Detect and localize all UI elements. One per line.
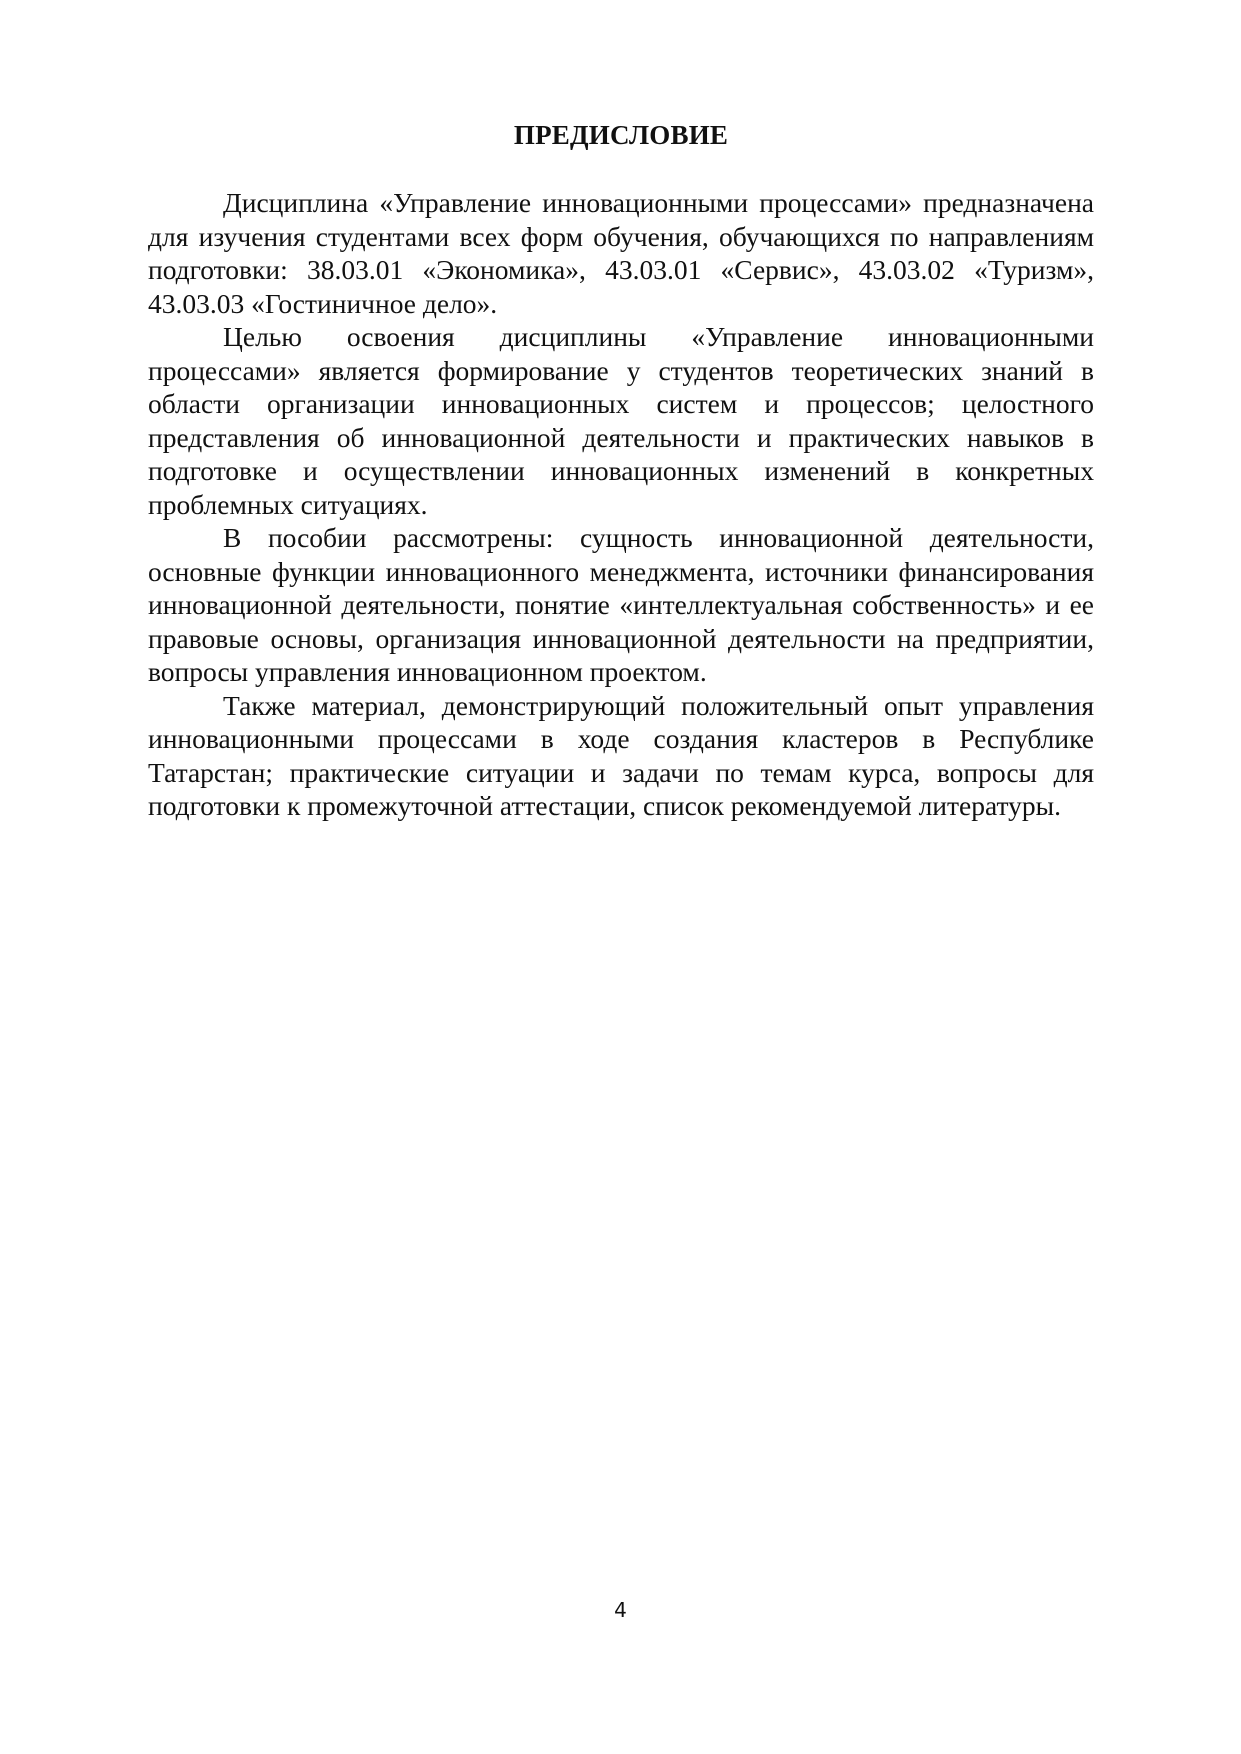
paragraph-topics-covered: В пособии рассмотрены: сущность инновационной деятельности, основные функции инновационного менеджмента, источники финансирования инновационной деятельности, понятие «интеллектуальная собственность» и ее правовые основы, организация инновационной деятельности на предприятии, вопросы управления инновационном проектом. xyxy=(148,522,1094,687)
paragraph-discipline-purpose: Дисциплина «Управление инновационными процессами» предназначена для изучения студентами всех форм обучения, обучающихся по направлениям подготовки: 38.03.01 «Экономика», 43.03.01 «Сервис», 43.03.02 «Туризм», 43.03.03 «Гостиничное дело». xyxy=(148,187,1094,319)
paragraph-additional-materials: Также материал, демонстрирующий положительный опыт управления инновационными процессами в ходе создания кластеров в Республике Татарстан; практические ситуации и задачи по темам курса, вопросы для подготовки к промежуточной аттестации, список рекомендуемой литературы. xyxy=(148,689,1094,821)
page-title: ПРЕДИСЛОВИЕ xyxy=(513,120,729,150)
body-text xyxy=(148,186,1094,823)
paragraph-learning-goal: Целью освоения дисциплины «Управление инновационными процессами» является формирование у студентов теоретических знаний в области организации инновационных систем и процессов; целостного представления об инновационной деятельности и практических навыков в подготовке и осуществлении инновационных изменений в конкретных проблемных ситуациях. xyxy=(148,321,1094,520)
page-number: 4 xyxy=(614,1598,627,1622)
